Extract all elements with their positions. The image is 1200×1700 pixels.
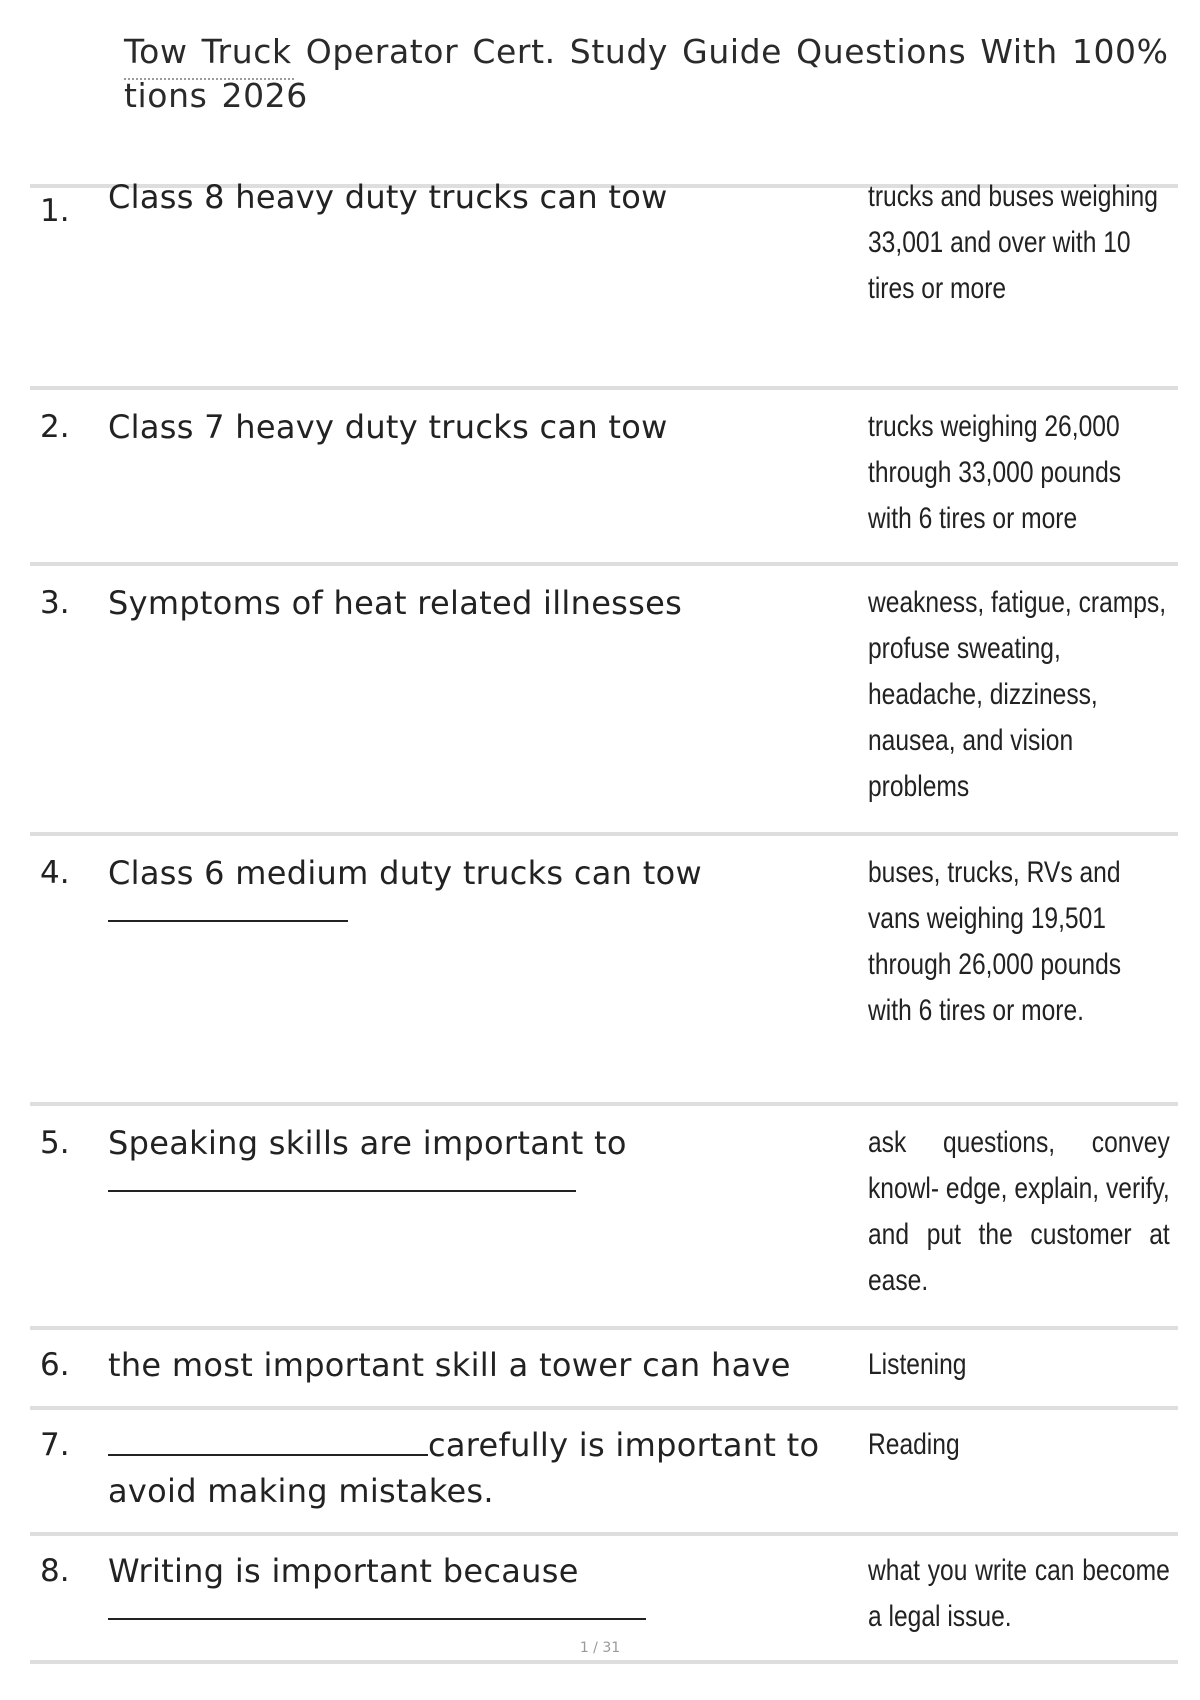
- document-title: [124, 30, 1169, 118]
- qa-row: [30, 178, 1178, 390]
- answer-blank: [108, 1424, 428, 1456]
- answer-text: Listening: [868, 1348, 967, 1381]
- question-text: Speaking skills are important to: [108, 1124, 627, 1162]
- answer-text: what you write can become a legal issue.: [868, 1554, 1170, 1633]
- question-number: 7.: [40, 1427, 70, 1463]
- qa-row: [30, 1410, 1178, 1536]
- question-number: 1.: [40, 193, 70, 229]
- qa-row: [30, 1330, 1178, 1410]
- question-text: Class 8 heavy duty trucks can tow: [108, 178, 668, 216]
- qa-row: [30, 836, 1178, 1106]
- title-line-2: tions 2026: [124, 74, 1124, 118]
- question-number: 8.: [40, 1553, 70, 1589]
- question-number: 2.: [40, 409, 70, 445]
- question-number: 3.: [40, 585, 70, 621]
- question-text: the most important skill a tower can have: [108, 1346, 791, 1384]
- qa-row: [30, 566, 1178, 836]
- question-block: [108, 850, 848, 922]
- question-block: [108, 1548, 848, 1620]
- answer-blank: [108, 896, 348, 922]
- qa-table: [30, 178, 1178, 1664]
- question-number: 5.: [40, 1125, 70, 1161]
- question-block: [108, 1422, 848, 1514]
- qa-row: [30, 1106, 1178, 1330]
- page-indicator: 1 / 31: [579, 1640, 621, 1656]
- answer-text: trucks and buses weighing 33,001 and over with 10 tires or more: [868, 180, 1158, 305]
- answer-text: buses, trucks, RVs and vans weighing 19,501 through 26,000 pounds with 6 tires or more.: [868, 856, 1122, 1027]
- question-text: Symptoms of heat related illnesses: [108, 584, 683, 622]
- question-block: [108, 1120, 848, 1192]
- answer-text: Reading: [868, 1428, 960, 1461]
- answer-text: trucks weighing 26,000 through 33,000 pounds with 6 tires or more: [868, 410, 1122, 535]
- answer-blank: [108, 1166, 576, 1192]
- question-text: carefully is important to avoid making mistakes.: [108, 1426, 820, 1510]
- qa-row: [30, 390, 1178, 566]
- question-text: Writing is important because: [108, 1552, 579, 1590]
- title-line-1: Tow Truck Operator Cert. Study Guide Questions With 100%: [124, 32, 1169, 71]
- answer-blank: [108, 1594, 646, 1620]
- question-number: 6.: [40, 1347, 70, 1383]
- question-text: Class 6 medium duty trucks can tow: [108, 854, 702, 892]
- question-number: 4.: [40, 855, 70, 891]
- question-text: Class 7 heavy duty trucks can tow: [108, 408, 668, 446]
- answer-text: weakness, fatigue, cramps, profuse sweating, headache, dizziness, nausea, and vision problems: [868, 586, 1167, 803]
- answer-text: ask questions, convey knowl- edge, explain, verify, and put the customer at ease.: [868, 1126, 1170, 1297]
